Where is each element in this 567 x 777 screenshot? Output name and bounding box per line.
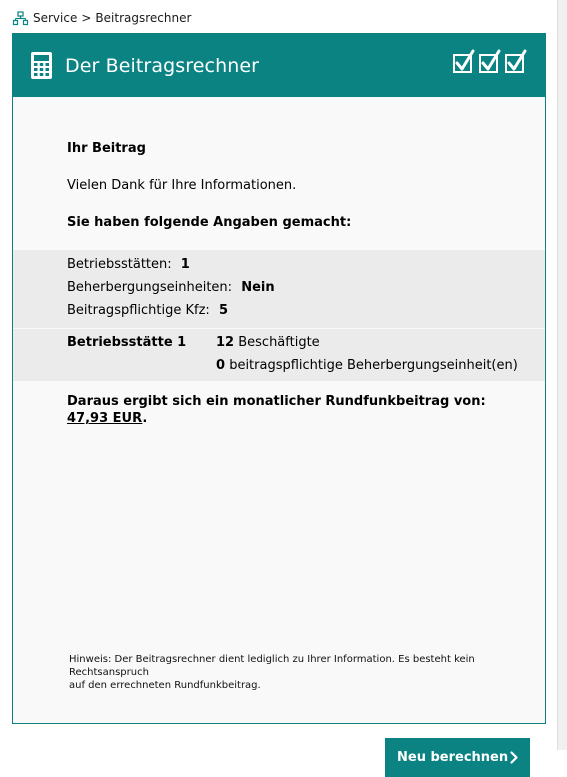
summary-value: Nein	[241, 280, 275, 295]
site-employees	[216, 335, 320, 350]
note-line: auf den errechneten Rundfunkbeitrag.	[69, 680, 261, 691]
amount-value: 47,93 EUR	[67, 411, 143, 426]
employees-label: Beschäftigte	[238, 335, 320, 350]
amount-row	[67, 411, 147, 426]
units-count: 0	[216, 358, 226, 373]
progress-checks	[453, 49, 527, 75]
summary-row	[67, 257, 190, 272]
monthly-text: Daraus ergibt sich ein monatlicher Rundfunkbeitrag von:	[67, 394, 486, 409]
check-icon	[453, 49, 475, 75]
disclaimer-note	[69, 653, 545, 692]
thanks-text: Vielen Dank für Ihre Informationen.	[67, 178, 297, 193]
site-label: Betriebsstätte 1	[67, 335, 187, 350]
summary-row	[67, 280, 275, 295]
recalculate-button[interactable]	[385, 738, 530, 777]
scrollbar-track[interactable]	[557, 0, 567, 750]
summary-label: Beitragspflichtige Kfz:	[67, 303, 210, 318]
amount-suffix: .	[142, 411, 148, 426]
card-header	[13, 34, 545, 97]
breadcrumb-item-service[interactable]: Service	[33, 11, 78, 25]
check-icon	[505, 49, 527, 75]
employees-count: 12	[216, 335, 235, 350]
calculator-card	[12, 33, 546, 765]
note-line: Hinweis: Der Beitragsrechner dient lediglich zu Ihrer Information. Es besteht kein Rechtsanspruch	[69, 654, 475, 678]
calculator-icon	[31, 52, 52, 79]
site-units	[216, 358, 518, 373]
breadcrumb-item-beitragsrechner: Beitragsrechner	[95, 11, 192, 25]
summary-value: 1	[180, 257, 190, 272]
sitemap-icon	[13, 12, 28, 25]
result-heading: Ihr Beitrag	[67, 141, 146, 156]
page-title: Der Beitragsrechner	[65, 54, 260, 77]
recalculate-label: Neu berechnen	[397, 750, 509, 765]
check-icon	[479, 49, 501, 75]
breadcrumb-separator: >	[81, 11, 92, 25]
summary-row	[67, 303, 228, 318]
summary-label: Betriebsstätten:	[67, 257, 172, 272]
summary-value: 5	[218, 303, 228, 318]
summary-label: Beherbergungseinheiten:	[67, 280, 233, 295]
chevron-right-icon	[510, 751, 518, 764]
units-label: beitragspflichtige Beherbergungseinheit(en)	[229, 358, 518, 373]
breadcrumb	[13, 9, 191, 27]
provided-heading: Sie haben folgende Angaben gemacht:	[67, 215, 352, 230]
